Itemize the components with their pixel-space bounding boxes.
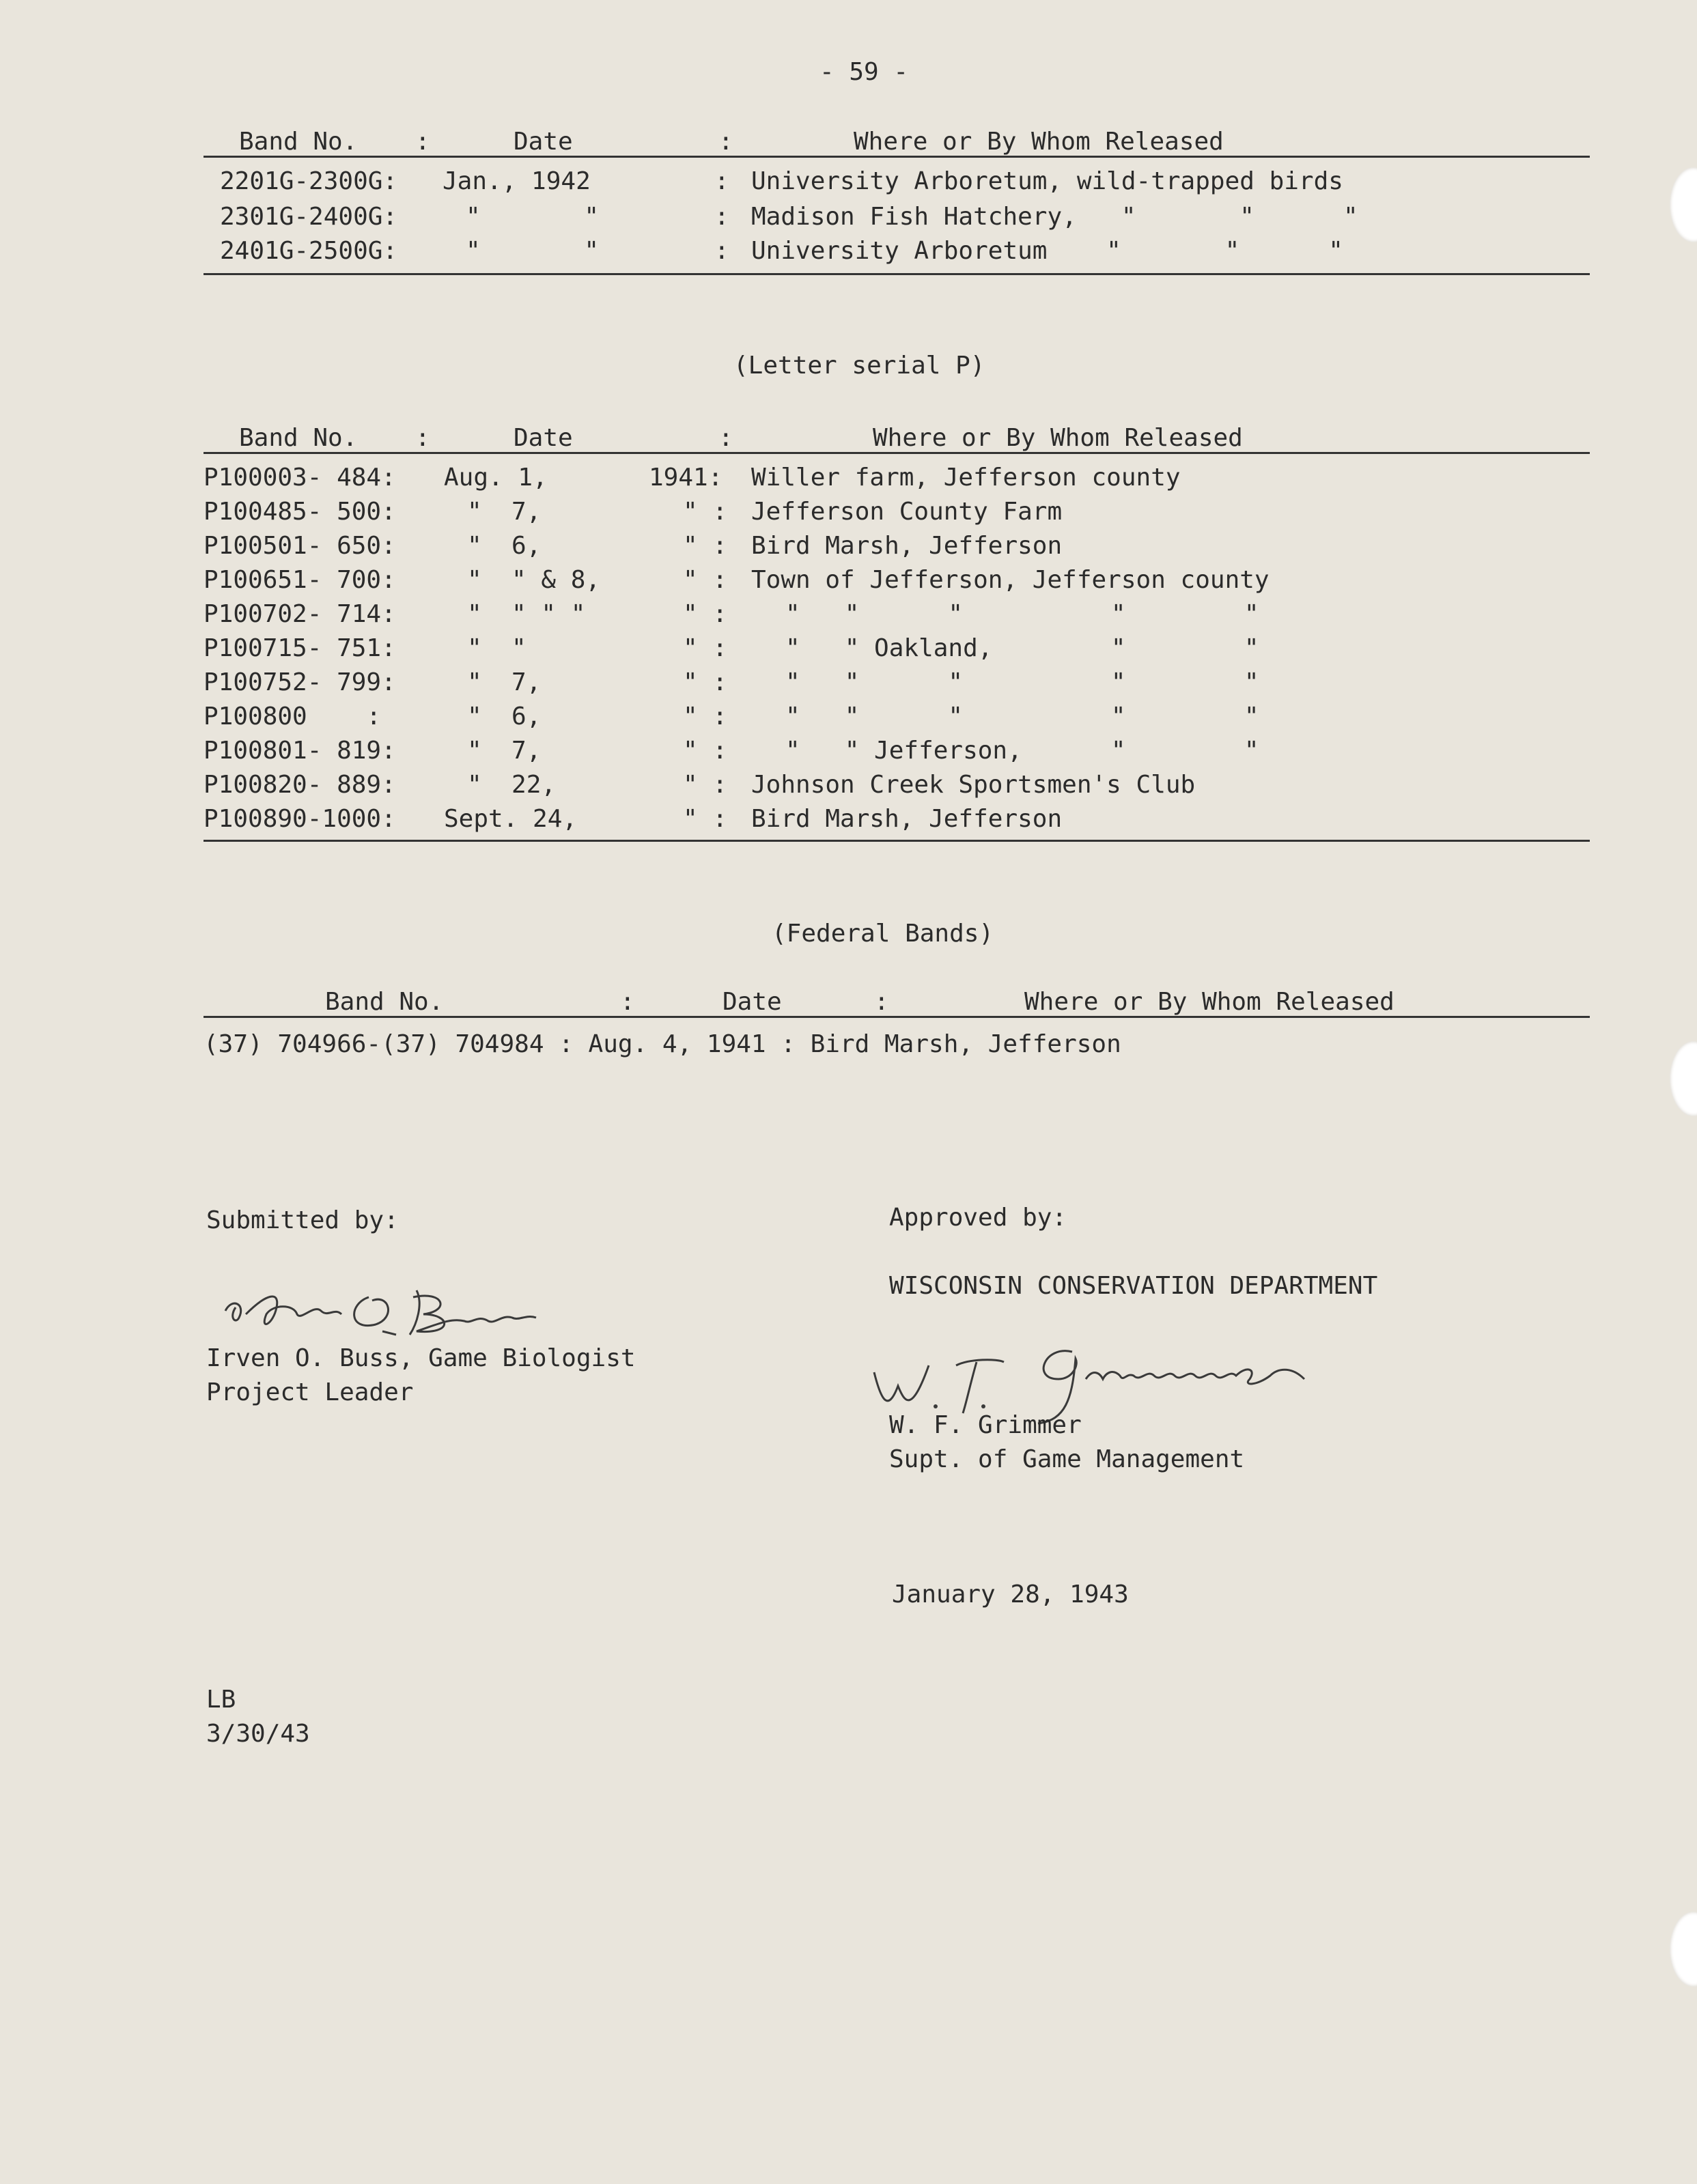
table-1-bottom-rule: [204, 273, 1590, 275]
table-3-caption: (Federal Bands): [772, 920, 994, 948]
table-3-header-sep: :: [620, 988, 635, 1016]
binder-hole-middle: [1670, 1041, 1697, 1116]
table-1-header-date: Date: [514, 128, 573, 156]
table-1-header-sep: :: [415, 128, 430, 156]
binder-hole-bottom: [1670, 1912, 1697, 1987]
submitted-label: Submitted by:: [206, 1206, 399, 1234]
submitted-name: Irven O. Buss, Game Biologist: [206, 1344, 636, 1372]
table-2-header-rule: [204, 452, 1590, 454]
table-3-header-sep2: :: [874, 988, 889, 1016]
table-1-header-band: Band No.: [239, 128, 358, 156]
approved-name: W. F. Grimmer: [889, 1411, 1082, 1439]
table-2-header-date: Date: [514, 424, 573, 452]
table-3-header-date: Date: [723, 988, 782, 1016]
page-number: - 59 -: [819, 58, 909, 86]
table-3-header-where: Where or By Whom Released: [1024, 988, 1394, 1016]
table-1-header-rule: [204, 156, 1590, 158]
footer-date: 3/30/43: [206, 1720, 310, 1748]
table-2-header-where: Where or By Whom Released: [873, 424, 1243, 452]
footer-initials: LB: [206, 1686, 236, 1714]
table-2-caption: (Letter serial P): [733, 352, 985, 380]
table-1-header-where: Where or By Whom Released: [854, 128, 1224, 156]
submitted-title: Project Leader: [206, 1378, 414, 1406]
table-row: (37) 704966-(37) 704984 : Aug. 4, 1941 : Bird Marsh, Jefferson: [204, 1030, 1121, 1058]
document-date: January 28, 1943: [892, 1580, 1129, 1608]
approved-title: Supt. of Game Management: [889, 1445, 1245, 1473]
document-page: - 59 - Band No. : Date : Where or By Whom Released 2201G-2300G: Jan., 1942 : University Arboretum, wild-trapped birds 2301G-2400G: " " : Madison Fish Hatchery, " " " 2401G-2500G: " " : University Arboretum " " " (Letter serial P) Band No. : Date : Where or By Whom Released P100003- 484: Aug. 1, 1941: Willer farm, Jefferson county P100485- 500: " 7, " : Jefferson County Farm P100501- 650: " 6, " : Bird Marsh, Jefferson P100651- 700: " " & 8, " : Town of Jefferson, Jefferson county P100702- 714: " " " " " : " " " " " P100715- 751: " " " : " " Oakland, " " P100752- 799: " 7, " : " " " " " P100800 : " 6, " : " " " " " P100801- 819: " 7, " : " " Jefferson, " " P100820- 889: " 22, " : Johnson Creek Sportsmen's Club P100890-1000: Sept. 24, " : Bird Marsh, Jefferson (Federal Bands) Band No. : Date : Where or By Whom Released (37) 704966-(37) 704984 : Aug. 4, 1941 : Bird Marsh, Jefferson Submitted by: Irven O. Buss, Game Biologist Project Leader Approved by: WISCONSIN CONSERVATION DEPARTMENT W. F. Grimmer Supt. of Game Management January 28, 1943 LB 3/30/43: [0, 0, 1697, 2184]
table-2-header-band: Band No.: [239, 424, 358, 452]
table-2-header-sep2: :: [718, 424, 733, 452]
binder-hole-top: [1670, 167, 1697, 242]
approved-label: Approved by:: [889, 1204, 1067, 1232]
table-1-header-sep2: :: [718, 128, 733, 156]
table-2-bottom-rule: [204, 840, 1590, 842]
approved-org: WISCONSIN CONSERVATION DEPARTMENT: [889, 1272, 1378, 1300]
signature-buss: [219, 1277, 628, 1345]
table-3-header-rule: [204, 1016, 1590, 1018]
table-3-header-band: Band No.: [325, 988, 444, 1016]
table-2-header-sep: :: [415, 424, 430, 452]
